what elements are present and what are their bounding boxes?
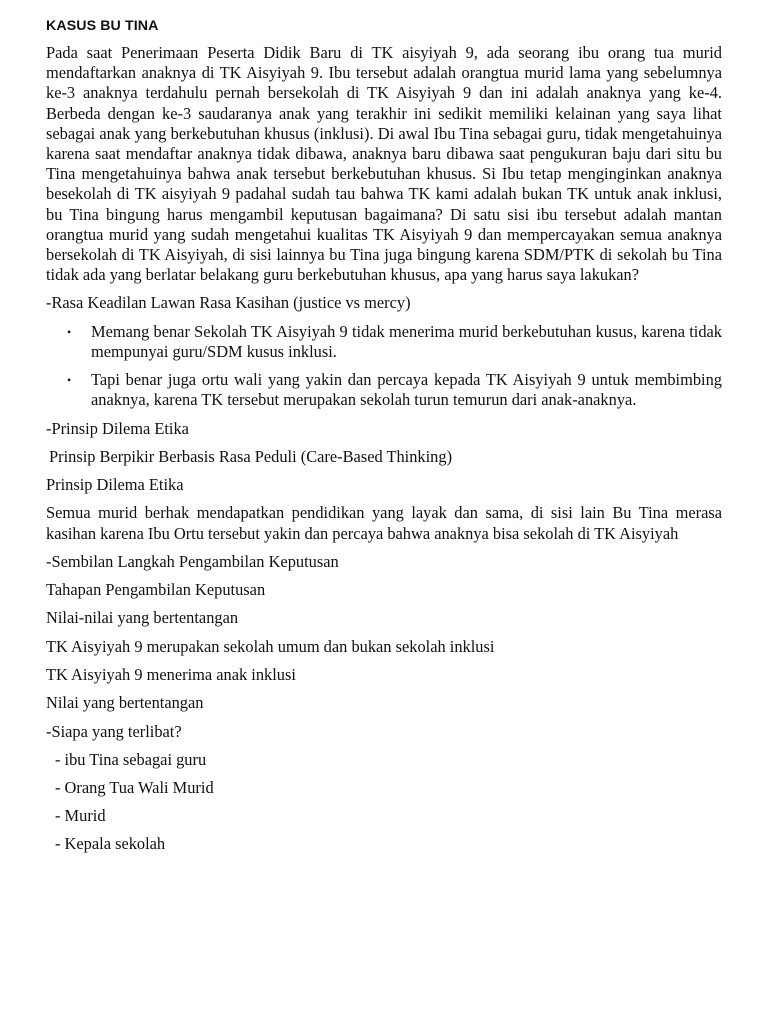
- steps-label: Tahapan Pengambilan Keputusan: [46, 580, 266, 600]
- bullet-icon: •: [67, 373, 72, 388]
- value-b-line: TK Aisyiyah 9 menerima anak inklusi: [46, 665, 296, 685]
- section-heading-ethical-dilemma: -Prinsip Dilema Etika: [46, 418, 189, 438]
- values-label-2: Nilai yang bertentangan: [46, 693, 204, 713]
- section-heading-justice-vs-mercy: -Rasa Keadilan Lawan Rasa Kasihan (justice vs mercy): [46, 293, 411, 313]
- list-item: - Kepala sekolah: [55, 833, 166, 853]
- values-label: Nilai-nilai yang bertentangan: [46, 608, 239, 628]
- dilemma-paragraph: Semua murid berhak mendapatkan pendidikan yang layak dan sama, di sisi lain Bu Tina merasa kasihan karena Ibu Ortu tersebut yakin dan percaya bahwa anaknya bisa sekolah di TK Aisyiyah: [46, 503, 722, 543]
- bullet-text: Tapi benar juga ortu wali yang yakin dan percaya kepada TK Aisyiyah 9 untuk membimbing anaknya, karena TK tersebut merupakan sekolah turun temurun dari anak-anaknya.: [91, 370, 722, 410]
- section-heading-nine-steps: -Sembilan Langkah Pengambilan Keputusan: [46, 551, 339, 571]
- bullet-icon: •: [67, 324, 72, 339]
- list-item: - ibu Tina sebagai guru: [55, 749, 207, 769]
- dilemma-label: Prinsip Dilema Etika: [46, 475, 184, 495]
- document-title: KASUS BU TINA: [46, 18, 159, 34]
- list-item: - Murid: [55, 805, 106, 825]
- section-heading-who-involved: -Siapa yang terlibat?: [46, 721, 182, 741]
- bullet-text: Memang benar Sekolah TK Aisyiyah 9 tidak menerima murid berkebutuhan kusus, karena tidak mempunyai guru/SDM kusus inklusi.: [91, 321, 722, 361]
- bullet-list: [46, 322, 722, 411]
- value-a-line: TK Aisyiyah 9 merupakan sekolah umum dan bukan sekolah inklusi: [46, 636, 495, 656]
- bullet-item: [46, 322, 722, 362]
- intro-paragraph: Pada saat Penerimaan Peserta Didik Baru di TK aisyiyah 9, ada seorang ibu orang tua murid mendaftarkan anaknya di TK Aisyiyah 9. Ibu tersebut adalah orangtua murid lama yang sebelumnya ke-3 anaknya terdahulu pernah bersekolah di TK Aisyiyah 9 dan ini adalah anaknya yang ke-4. Berbeda dengan ke-3 saudaranya anak yang terakhir ini sedikit memiliki kelainan yang saya lihat sebagai anak yang berkebutuhan khusus (inklusi). Di awal Ibu Tina sebagai guru, tidak mengetahuinya karena saat mendaftar anaknya tidak dibawa, anaknya baru dibawa saat pengukuran baju dari situ bu Tina mengetahuinya bahwa anak tersebut berkebutuhan khusus. Si Ibu tetap menginginkan anaknya besekolah di TK aisyiyah 9 padahal sudah tau bahwa TK kami adalah bukan TK untuk anak inklusi, bu Tina bingung harus mengambil keputusan bagaimana? Di satu sisi ibu tersebut adalah mantan orangtua murid yang sudah mengetahui kualitas TK Aisyiyah 9 dan mempercayakan semua anaknya bersekolah di TK Aisyiyah, di sisi lainnya bu Tina juga bingung karena SDM/PTK di sekolah bu Tina tidak ada yang berlatar belakang guru berkebutuhan khusus, apa yang harus saya lakukan?: [46, 43, 722, 285]
- bullet-item: [46, 370, 722, 410]
- principle-line: Prinsip Berpikir Berbasis Rasa Peduli (Care-Based Thinking): [49, 446, 453, 466]
- document-page: [46, 16, 722, 862]
- list-item: - Orang Tua Wali Murid: [55, 777, 214, 797]
